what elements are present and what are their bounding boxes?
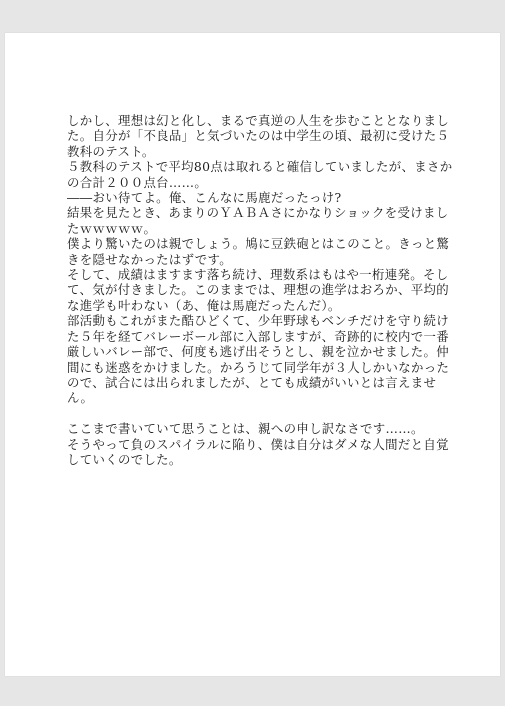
text-line: 部活動もこれがまた酷ひどくて、少年野球もベンチだけを守り続け [67, 313, 449, 329]
blank-line [67, 406, 443, 421]
text-line: 結果を見たとき、あまりのＹＡＢＡさにかなりショックを受けまし [67, 205, 449, 221]
text-line: 教科のテスト。 [67, 143, 155, 159]
text-line: ここまで書いていて思うことは、親への申し訳なさです……。 [67, 421, 424, 437]
text-line: ５教科のテストで平均80点は取れると確信していましたが、まさか [67, 159, 453, 175]
text-line: 間にも迷惑をかけました。かろうじて同学年が３人しかいなかった [67, 359, 450, 375]
text-line: たｗｗｗｗｗ。 [67, 220, 157, 236]
text-line: しかし、理想は幻と化し、まるで真逆の人生を歩むこととなりまし [67, 113, 450, 128]
text-line: そして、成績はますます落ち続け、理数系はもはや一桁連発。そし [67, 267, 449, 283]
text-line: ん。 [67, 390, 94, 406]
text-line: そうやって負のスパイラルに陥り、僕は自分はダメな人間だと自覚 [67, 436, 449, 452]
document-page [5, 33, 500, 676]
text-line: していくのでした。 [67, 451, 182, 467]
text-line: きを隠せなかったはずです。 [67, 251, 233, 267]
text-line: ――おい待てよ。俺、こんなに馬鹿だったっけ? [67, 190, 342, 206]
text-line: な進学も叶わない（あ、俺は馬鹿だったんだ）。 [67, 297, 341, 313]
text-line: の合計２００点台……。 [67, 174, 208, 190]
text-line: ので、試合には出られましたが、とても成績がいいとは言えませ [67, 374, 437, 390]
text-line: た。自分が「不良品」と気づいたのは中学生の頃、最初に受けた５ [67, 128, 450, 144]
text-line: て、気が付きました。このままでは、理想の進学はおろか、平均的 [67, 282, 449, 298]
body-text [67, 113, 453, 467]
text-line: 厳しいバレー部で、何度も逃げ出そうとし、親を泣かせました。仲 [67, 344, 449, 360]
text-line: 僕より驚いたのは親でしょう。鳩に豆鉄砲とはこのこと。きっと驚 [67, 236, 450, 252]
text-line: た５年を経てバレーボール部に入部しますが、奇跡的に校内で一番 [67, 328, 449, 344]
